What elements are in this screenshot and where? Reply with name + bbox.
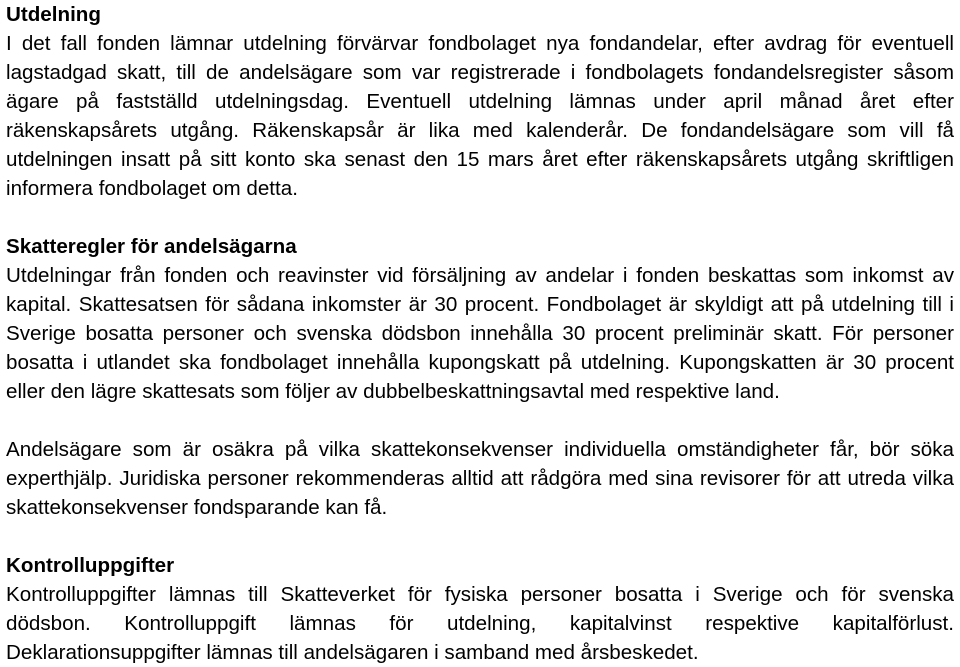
- section-heading-kontrolluppgifter: Kontrolluppgifter: [6, 554, 175, 577]
- paragraph-utdelning: I det fall fonden lämnar utdelning förvärvar fondbolaget nya fondandelar, efter avdrag för eventuell lagstadgad skatt, till de andelsägare som var registrerade i fondbolagets fondandelsregister såsom ägare på fastställd utdelningsdag. Eventuell utdelning lämnas under april månad året efter räkenskapsårets utgång. Räkenskapsår är lika med kalenderår. De fondandelsägare som vill få utdelningen insatt på sitt konto ska senast den 15 mars året efter räkenskapsårets utgång skriftligen informera fondbolaget om detta.: [6, 32, 954, 200]
- section-spacer: [6, 203, 954, 232]
- section-heading-skatteregler: Skatteregler för andelsägarna: [6, 235, 297, 258]
- section-heading-utdelning: Utdelning: [6, 3, 101, 26]
- paragraph-spacer: [6, 406, 954, 435]
- section-utdelning: [6, 0, 954, 203]
- section-kontrolluppgifter: [6, 551, 954, 667]
- section-skatteregler: [6, 232, 954, 522]
- paragraph-skatteregler-1: Utdelningar från fonden och reavinster vid försäljning av andelar i fonden beskattas som inkomst av kapital. Skattesatsen för sådana inkomster är 30 procent. Fondbolaget är skyldigt att på utdelning till i Sverige bosatta personer och svenska dödsbon innehålla 30 procent preliminär skatt. För personer bosatta i utlandet ska fondbolaget innehålla kupongskatt på utdelning. Kupongskatten är 30 procent eller den lägre skattesats som följer av dubbelbeskattningsavtal med respektive land.: [6, 264, 954, 403]
- section-spacer: [6, 522, 954, 551]
- paragraph-kontrolluppgifter: Kontrolluppgifter lämnas till Skatteverket för fysiska personer bosatta i Sverige och för svenska dödsbon. Kontrolluppgift lämnas för utdelning, kapitalvinst respektive kapitalförlust. Deklarationsuppgifter lämnas till andelsägaren i samband med årsbeskedet.: [6, 583, 954, 664]
- paragraph-skatteregler-2: Andelsägare som är osäkra på vilka skattekonsekvenser individuella omständigheter får, bör söka experthjälp. Juridiska personer rekommenderas alltid att rådgöra med sina revisorer för att utreda vilka skattekonsekvenser fondsparande kan få.: [6, 438, 954, 519]
